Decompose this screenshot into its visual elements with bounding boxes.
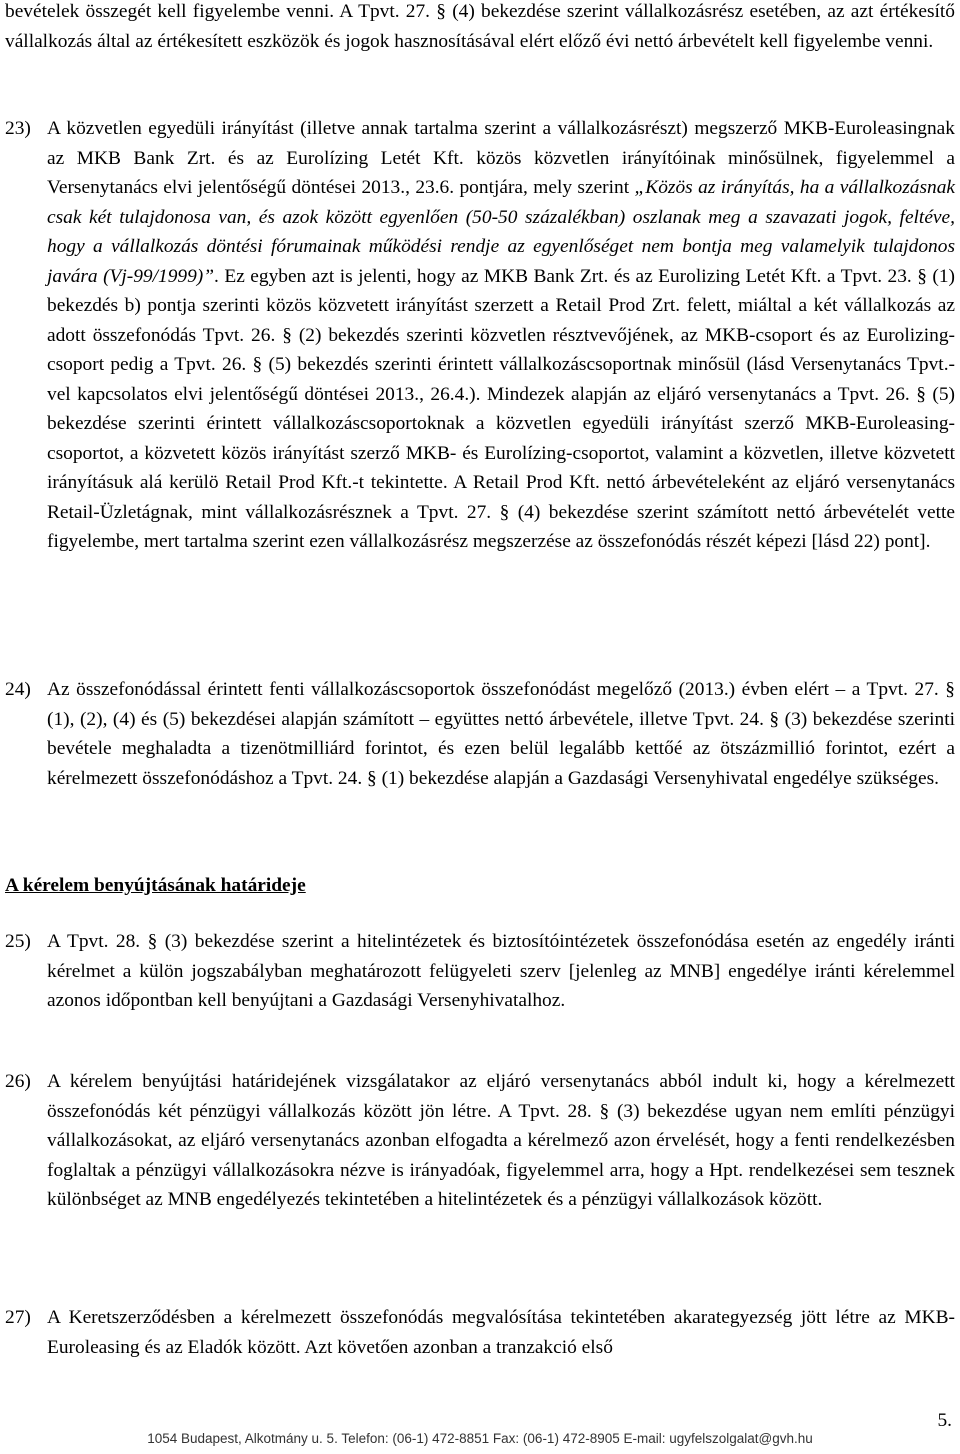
quote-segment: „Közös az irányítás, ha a vállalkozásnak csak két tulajdonosa van, és azok között egyenlően (50-50 százalékban) oszlanak meg a szavazati jogok, feltéve, hogy a vállalkozás döntési fórumainak működési rendje az egyenlőséget nem bontja meg valamelyik tulajdonos javára (Vj-99/1999)”: [47, 177, 956, 287]
numbered-paragraph-24: [5, 675, 955, 793]
paragraph-number: 26): [5, 1071, 31, 1092]
paragraph-text: A Tpvt. 28. § (3) bekezdése szerint a hitelintézetek és biztosítóintézetek összefonódása esetén az engedély iránti kérelmet a külön jogszabályban meghatározott felügyeleti szerv [jelenleg az MNB] engedélye iránti kérelemmel azonos időpontban kell benyújtani a Gazdasági Versenyhivatalhoz.: [47, 931, 955, 1011]
paragraph-number: 24): [5, 679, 31, 700]
paragraph-text: A kérelem benyújtási határidejének vizsgálatakor az eljáró versenytanács abból indult ki, hogy a kérelmezett összefonódás két pénzügyi vállalkozás között jön létre. A Tpvt. 28. § (3) bekezdése ugyan nem említi pénzügyi vállalkozásokat, az eljáró versenytanács azonban elfogadta a kérelmező azon érvelését, hogy a fenti rendelkezésben foglaltak a pénzügyi vállalkozásokra nézve is irányadóak, figyelemmel arra, hogy a Hpt. rendelkezései sem tesznek különbséget az MNB engedélyezés tekintetében a hitelintézetek és a pénzügyi vállalkozások között.: [47, 1071, 955, 1210]
numbered-paragraph-23: [5, 114, 955, 557]
paragraph-text: [47, 675, 955, 793]
numbered-paragraph-27: [5, 1303, 955, 1362]
text-segment: A közvetlen egyedüli irányítást (illetve annak tartalma szerint a vállalkozásrészt) megszerző MKB-Euroleasingnak az MKB Bank Zrt. és az Eurolízing Letét Kft. közös közvetlen irányítóinak minősülnek, figyelemmel a Versenytanács elvi jelentőségű döntései 2013., 23.6. pontjára, mely szerint: [47, 118, 955, 198]
paragraph-number: 23): [5, 118, 31, 139]
numbered-paragraph-26: [5, 1067, 955, 1215]
paragraph-text: A Keretszerződésben a kérelmezett összefonódás megvalósítása tekintetében akarategyezség jött létre az MKB-Euroleasing és az Eladók között. Azt követően azonban a tranzakció első: [47, 1307, 955, 1358]
paragraph-number: 25): [5, 931, 31, 952]
paragraph-text: [47, 114, 955, 557]
numbered-paragraph-25: [5, 927, 955, 1016]
text-segment: Az összefonódással érintett fenti vállalkozáscsoportok összefonódást megelőző (2013.) évben elért – a Tpvt. 27. § (1), (2), (4) és (5) bekezdései alapján számított – együttes nettó árbevétele, illetve Tpvt. 24. § (3) bekezdése szerinti bevétele meghaladta a tizenötmilliárd forintot, és ezen belül legalább kettőé az ötszázmillió forintot, ezért a kérelmezett összefonódáshoz a Tpvt. 24. § (1) bekezdése alapján a Gazdasági Versenyhivatal engedélye szükséges.: [47, 679, 955, 789]
section-heading: A kérelem benyújtásának határideje: [5, 875, 306, 896]
page-number: 5.: [937, 1410, 952, 1431]
paragraph-number: 27): [5, 1307, 31, 1328]
continuation-paragraph: bevételek összegét kell figyelembe venni. A Tpvt. 27. § (4) bekezdése szerint vállalkozásrész esetében, az azt értékesítő vállalkozás által az értékesített eszközök és jogok hasznosításával elért előző évi nettó árbevételt kell figyelembe venni.: [5, 1, 955, 52]
text-segment: . Ez egyben azt is jelenti, hogy az MKB Bank Zrt. és az Eurolizing Letét Kft. a Tpvt. 23. § (1) bekezdés b) pontja szerinti közös közvetett irányítást szerzett a Retail Prod Zrt. felett, miáltal a két vállalkozás az adott összefonódás Tpvt. 26. § (2) bekezdés szerinti közvetlen résztvevőjének, az MKB-csoport és az Eurolizing-csoport pedig a Tpvt. 26. § (5) bekezdés szerinti érintett vállalkozáscsoportnak minősül (lásd Versenytanács Tpvt.-vel kapcsolatos elvi jelentőségű döntései 2013., 26.4.). Mindezek alapján az eljáró versenytanács a Tpvt. 26. § (5) bekezdése szerinti érintett vállalkozáscsoportoknak a közvetlen egyedüli irányítást szerző MKB-Euroleasing-csoportot, a közvetett közös irányítást szerző MKB- és Eurolízing-csoportot, valamint a közvetlen, illetve közvetett irányításuk alá kerülö Retail Prod Kft.-t tekintette. A Retail Prod Kft. nettó árbevételeként az eljáró versenytanács Retail-Üzletágnak, mint vállalkozásrésznek a Tpvt. 27. § (4) bekezdése szerint számított nettó árbevételét vette figyelembe, mert tartalma szerint ezen vállalkozásrész megszerzése az összefonódás részét képezi [lásd 22) pont].: [47, 265, 956, 552]
page-footer: 1054 Budapest, Alkotmány u. 5. Telefon: (06-1) 472-8851 Fax: (06-1) 472-8905 E-mail: ugyfelszolgalat@gvh.hu: [147, 1431, 813, 1446]
